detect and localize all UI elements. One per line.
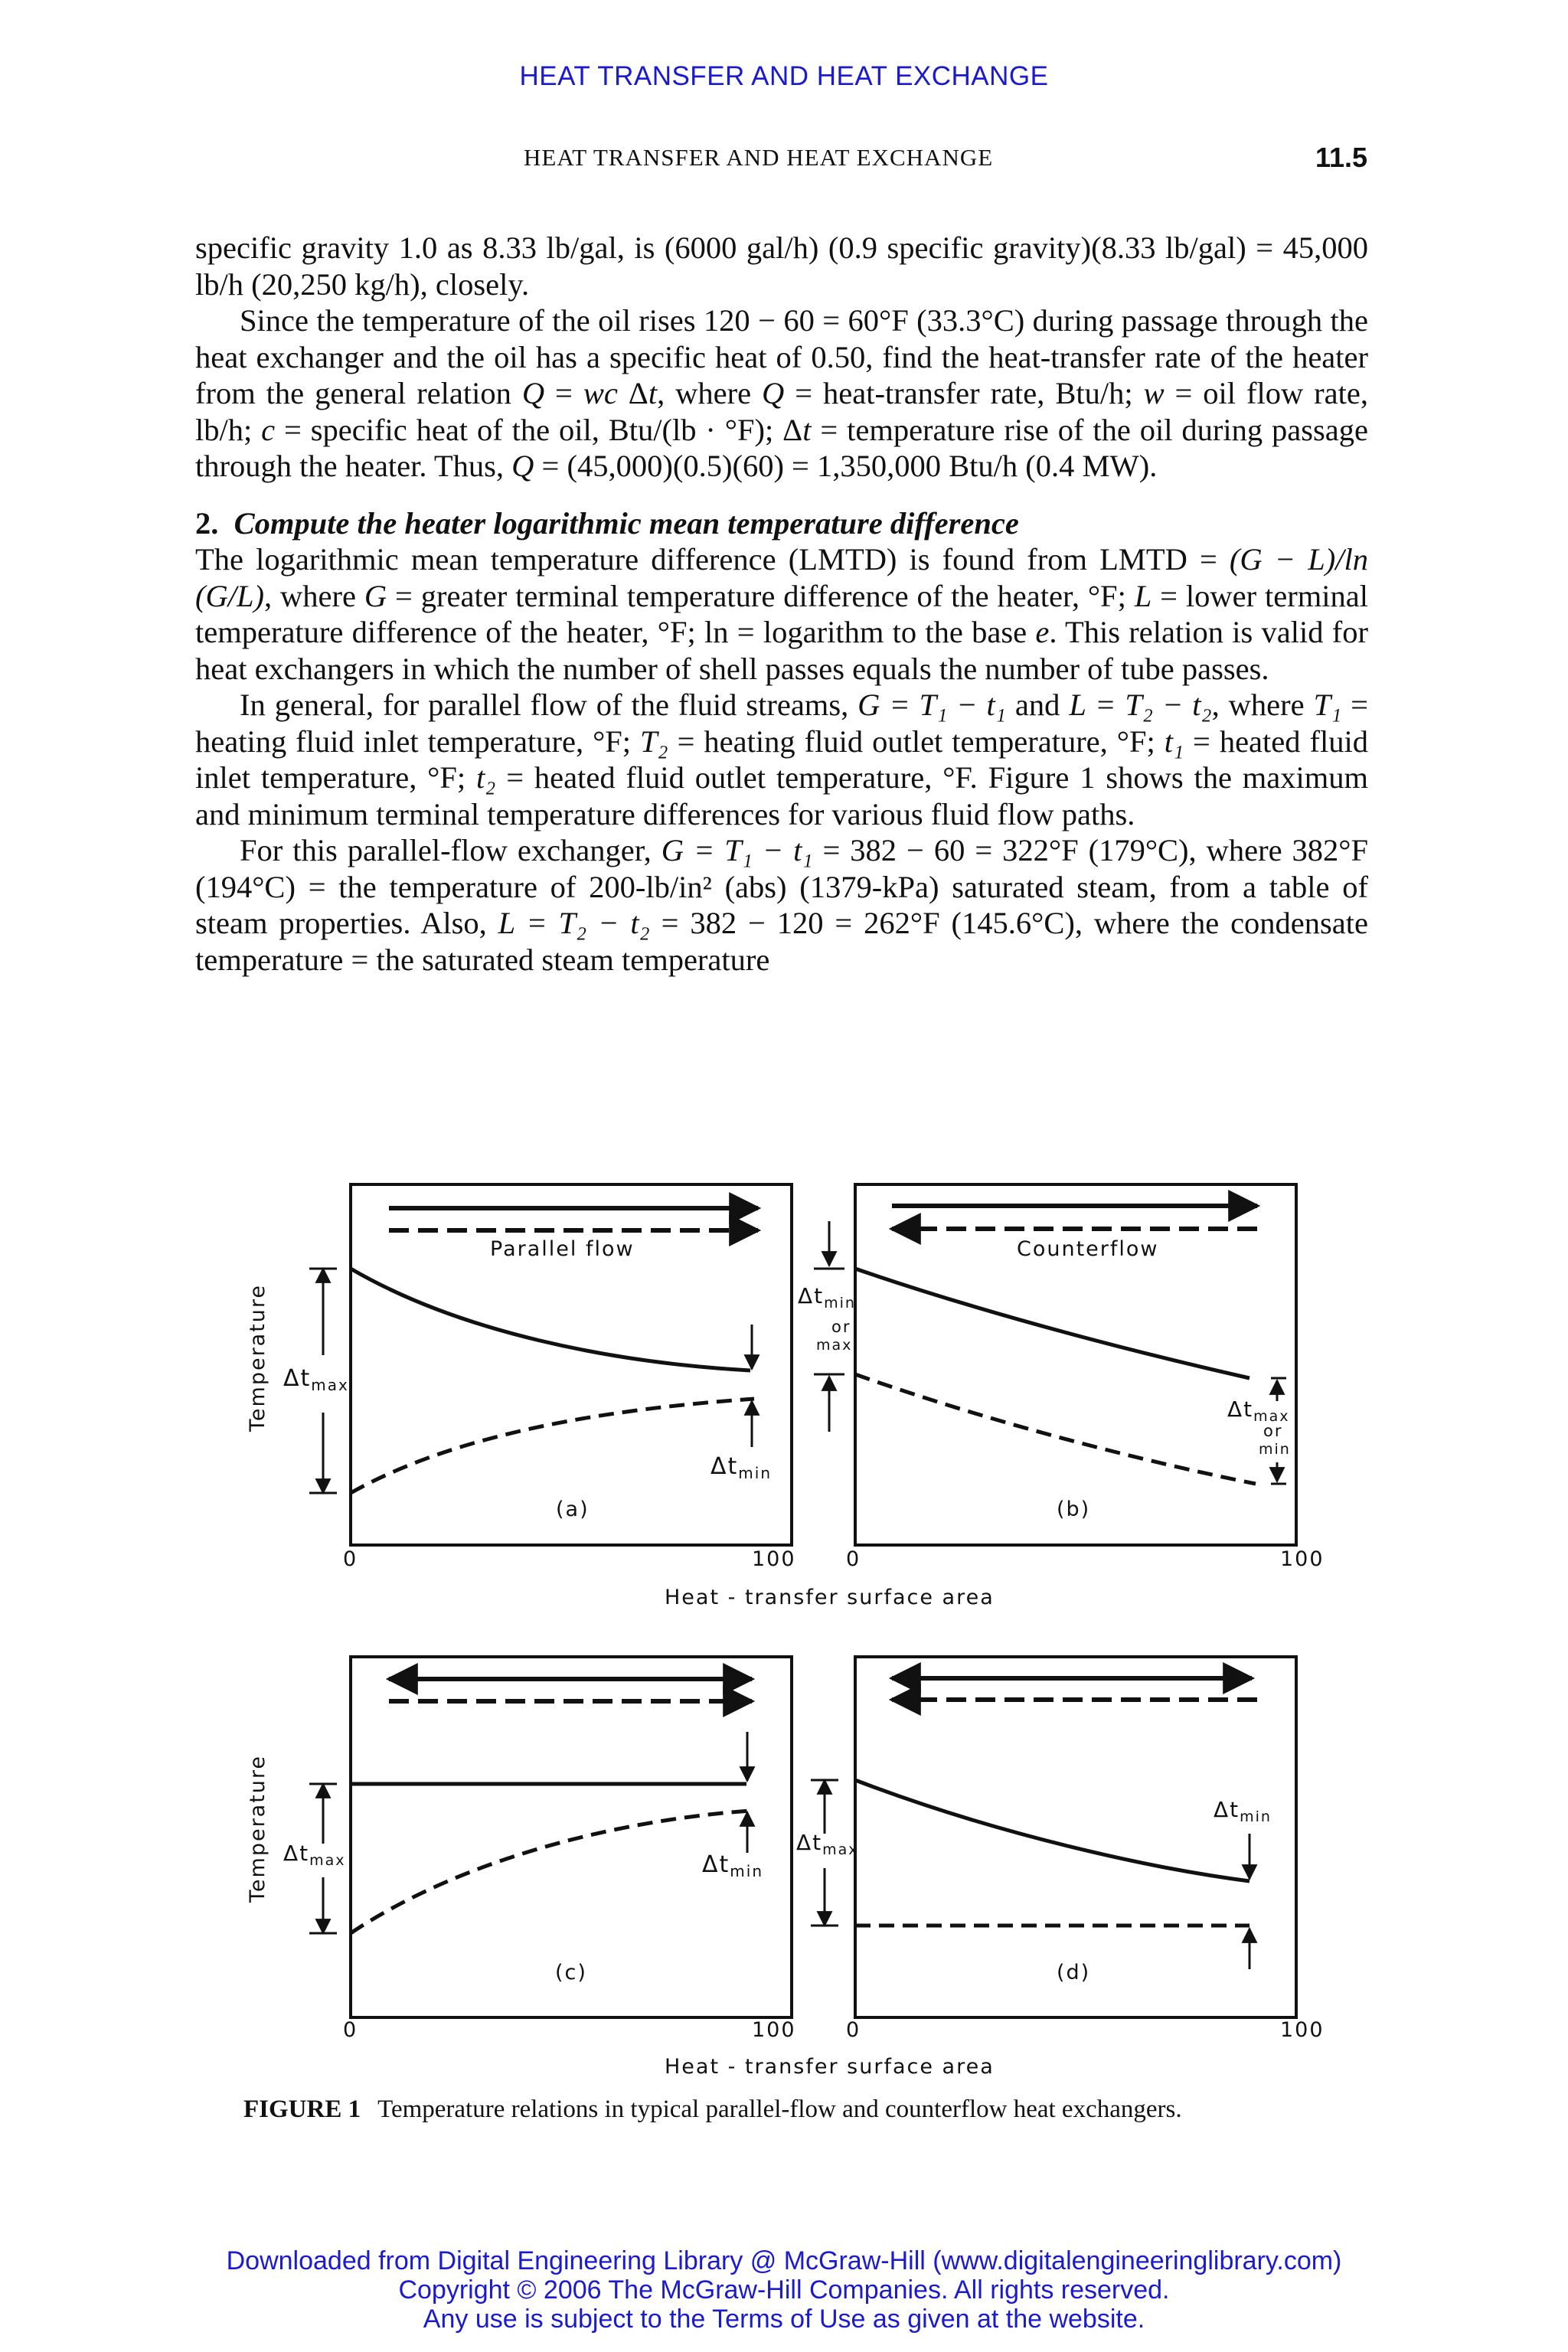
figure-1-diagram <box>0 1148 1568 2090</box>
page-number: 11.5 <box>1315 142 1368 173</box>
panel-b-label: (b) <box>1057 1498 1091 1521</box>
paragraph-4: In general, for parallel flow of the fluid streams, G = T₁ − t₁ and L = T₂ − t₂, where T₁ = heating fluid inlet temperature, °F; T₂ = heating fluid outlet temperature, °F; t₁ = heated fluid inlet temperature, °F; t₂ = heated fluid outlet temperature, °F. Figure 1 shows the maximum and minimum terminal temperature differences for various fluid flow paths. <box>195 688 1369 831</box>
row1-panel-b-x-max: 100 <box>1280 1547 1325 1571</box>
panel-c-dtmax-label: $\Delta t_{max}$ <box>283 1841 346 1869</box>
row1-x-axis-label: Heat - transfer surface area <box>665 1586 995 1609</box>
footer-terms[interactable]: Any use is subject to the Terms of Use as given at the website. <box>423 2305 1145 2334</box>
paragraph-2: Since the temperature of the oil rises 120 − 60 = 60°F (33.3°C) during passage through the heat exchanger and the oil has a specific heat of 0.50, find the heat-transfer rate of the heater from the general relation Q = wc Δt, where Q = heat-transfer rate, Btu/h; w = oil flow rate, lb/h; c = specific heat of the oil, Btu/(lb · °F); Δt = temperature rise of the oil during passage through the heater. Thus, Q = (45,000)(0.5)(60) = 1,350,000 Btu/h (0.4 MW). <box>195 303 1368 483</box>
panel-d-dtmax-label: $\Delta t_{max}$ <box>796 1830 859 1858</box>
row1-panel-b-x-min: 0 <box>846 1547 861 1571</box>
figure-caption <box>243 2093 1323 2125</box>
panel-a-dtmin-label: $\Delta t_{min}$ <box>710 1453 773 1482</box>
paragraph-1: specific gravity 1.0 as 8.33 lb/gal, is (6000 gal/h) (0.9 specific gravity)(8.33 lb/gal) = 45,000 lb/h (20,250 kg/h), closely. <box>195 230 1368 302</box>
panel-d-dtmin-label: $\Delta t_{min}$ <box>1214 1797 1272 1825</box>
row2-x-axis-label: Heat - transfer surface area <box>665 2055 995 2079</box>
panel-a-hot-curve <box>351 1269 750 1370</box>
row1-y-axis-label: Temperature <box>246 1283 270 1432</box>
panel-c-cold-curve <box>351 1811 750 1933</box>
footer <box>0 2246 1568 2334</box>
row2-panel-d-x-max: 100 <box>1280 2018 1325 2042</box>
panel-d-label: (d) <box>1057 1961 1091 1984</box>
panel-d-hot-curve <box>855 1780 1250 1881</box>
panel-b-dt-left-label: $\Delta t_{min}$ <box>798 1283 856 1312</box>
figure-caption-label: FIGURE 1 <box>243 2096 361 2123</box>
section-heading: 2. Compute the heater logarithmic mean temperature difference <box>195 505 1019 541</box>
panel-a-cold-curve <box>351 1399 754 1493</box>
panel-b-dt-right-min: min <box>1259 1441 1291 1458</box>
panel-b-dt-right-or: or <box>1263 1422 1283 1440</box>
panel-b-dt-right-label: $\Delta t_{max}$ <box>1227 1396 1290 1425</box>
body-text <box>195 230 1368 978</box>
panel-b-title: Counterflow <box>1017 1237 1159 1261</box>
row2-y-axis-label: Temperature <box>246 1754 270 1903</box>
row2-panel-c-x-min: 0 <box>343 2018 358 2042</box>
paragraph-3: The logarithmic mean temperature difference (LMTD) is found from LMTD = (G − L)/ln (G/L), where G = greater terminal temperature difference of the heater, °F; L = lower terminal temperature difference of the heater, °F; ln = logarithm to the base e. This relation is valid for heat exchangers in which the number of shell passes equals the number of tube passes. <box>195 542 1368 686</box>
panel-b-dt-left-max: max <box>816 1337 853 1354</box>
row1-panel-a-x-max: 100 <box>752 1547 796 1571</box>
panel-b-hot-curve <box>855 1269 1250 1378</box>
figure-caption-text: Temperature relations in typical parallel-flow and counterflow heat exchangers. <box>377 2096 1182 2123</box>
footer-download-link[interactable]: Downloaded from Digital Engineering Library @ McGraw-Hill (www.digitalengineeringlibrary.com) <box>226 2246 1342 2275</box>
chapter-link-banner[interactable]: HEAT TRANSFER AND HEAT EXCHANGE <box>519 61 1049 91</box>
panel-c-label: (c) <box>555 1961 587 1984</box>
row1-panel-a-x-min: 0 <box>343 1547 358 1571</box>
panel-a-title: Parallel flow <box>490 1237 635 1261</box>
row2-panel-d-x-min: 0 <box>846 2018 861 2042</box>
panel-b-dt-left-or: or <box>831 1318 851 1336</box>
paragraph-5: For this parallel-flow exchanger, G = T₁ − t₁ = 382 − 60 = 322°F (179°C), where 382°F (194°C) = the temperature of 200-lb/in² (abs) (1379-kPa) saturated steam, from a table of steam properties. Also, L = T₂ − t₂ = 382 − 120 = 262°F (145.6°C), where the condensate temperature = the saturated steam temperature <box>195 833 1368 977</box>
panel-a-label: (a) <box>556 1498 590 1521</box>
row2-panel-c-x-max: 100 <box>752 2018 796 2042</box>
panel-b-cold-curve <box>855 1374 1256 1484</box>
panel-a-dtmax-label: $\Delta t_{max}$ <box>283 1365 349 1394</box>
running-head: HEAT TRANSFER AND HEAT EXCHANGE <box>524 144 994 171</box>
footer-copyright: Copyright © 2006 The McGraw-Hill Companies. All rights reserved. <box>398 2275 1170 2305</box>
panel-c-dtmin-label: $\Delta t_{min}$ <box>702 1851 764 1880</box>
